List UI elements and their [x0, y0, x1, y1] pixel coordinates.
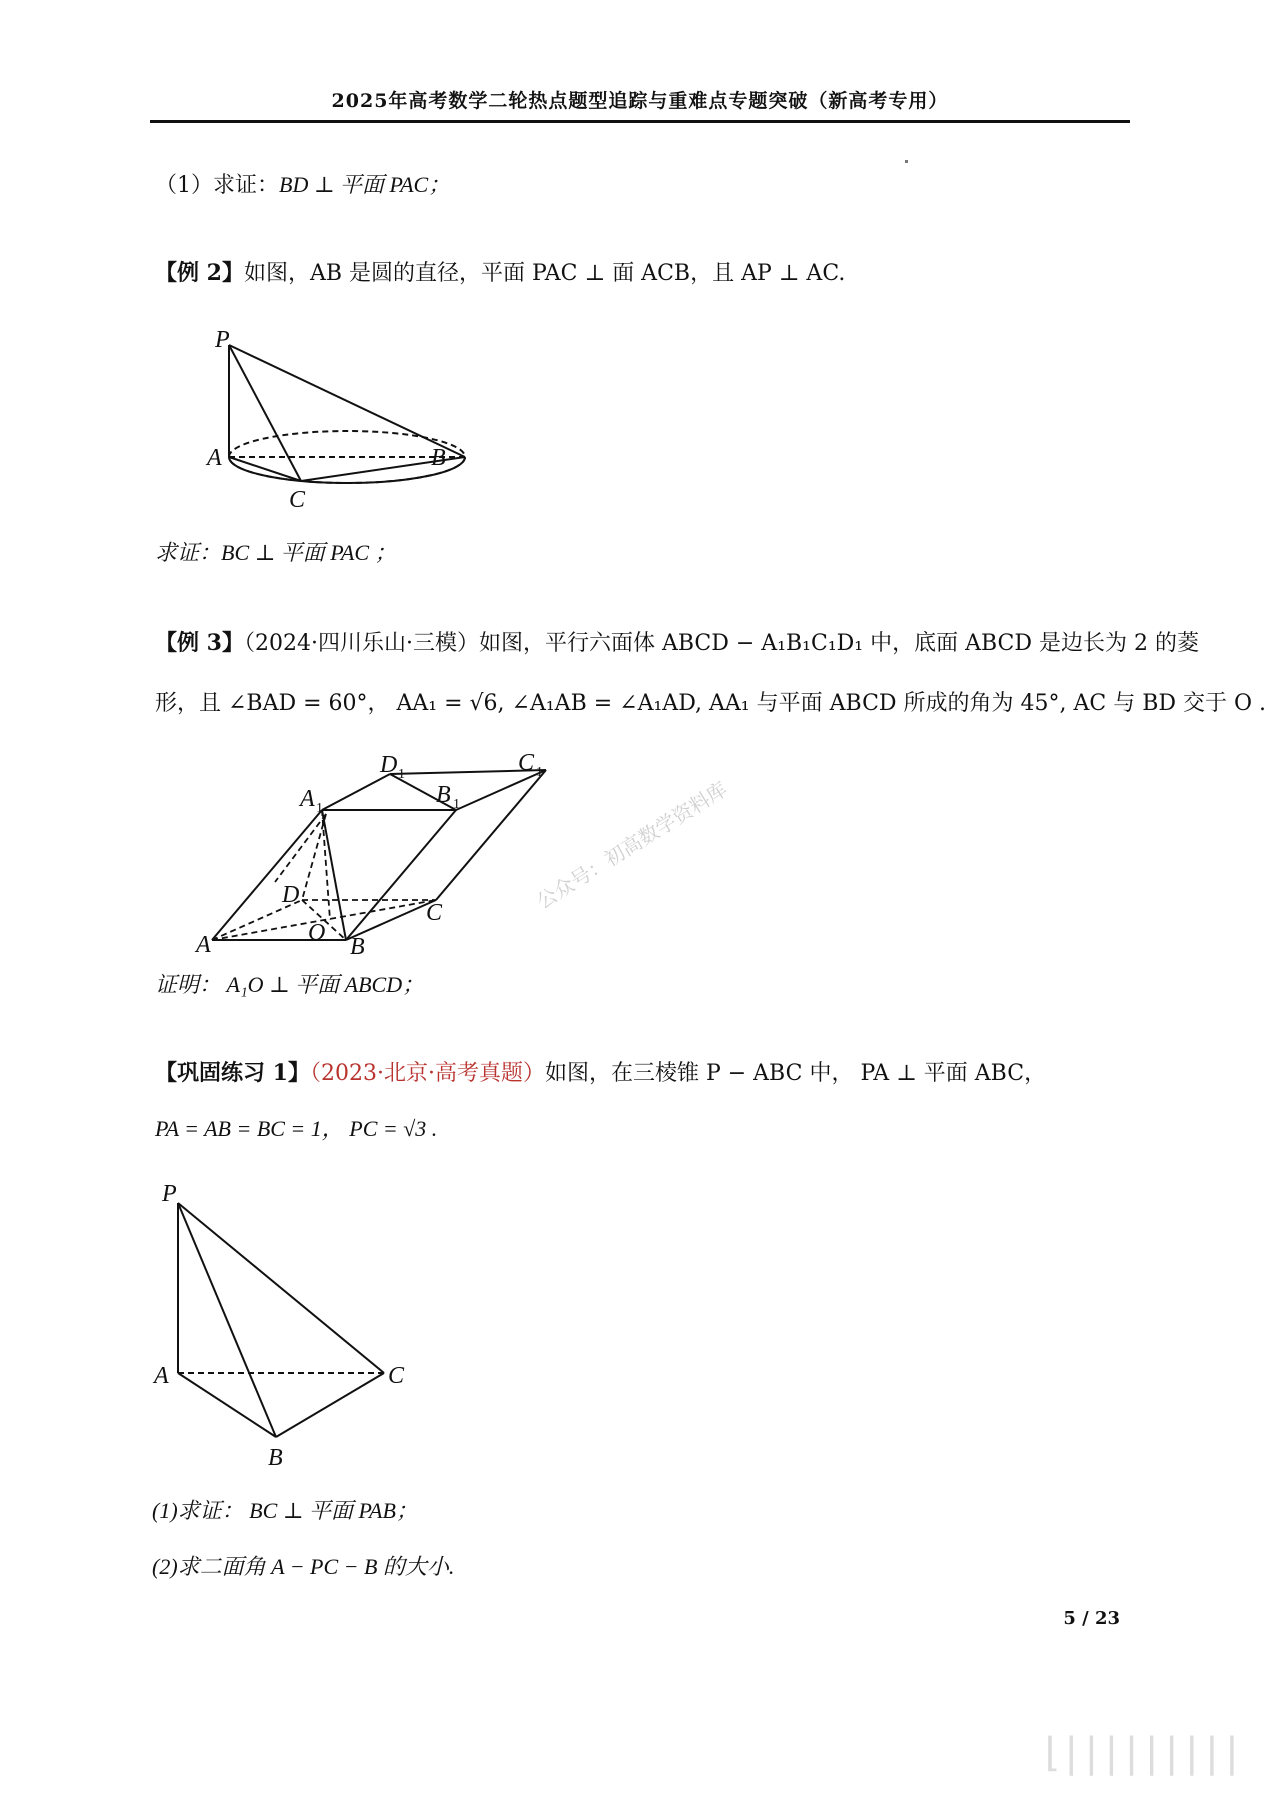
edge-PB [178, 1203, 276, 1437]
example-3-statement-line1 [155, 626, 1199, 657]
example-3-prove: 证明： A₁O ⊥ 平面 ABCD； [155, 972, 425, 997]
practice-1-text2: PA = AB = BC = 1， PC = √3 . [155, 1116, 438, 1141]
label-C: C [289, 487, 306, 513]
practice-1-text1: 如图，在三棱锥 P − ABC 中， PA ⊥ 平面 ABC， [544, 1061, 1047, 1086]
label-C: C [426, 900, 443, 926]
label-C: C [388, 1363, 405, 1389]
edge-PC [178, 1203, 384, 1373]
example-3-tag: 【例 3】 [155, 630, 244, 656]
practice-1-tag: 【巩固练习 1】 [155, 1060, 310, 1086]
label-A1: A [300, 786, 315, 812]
example-3-text1: 如图，平行六面体 ABCD − A₁B₁C₁D₁ 中，底面 ABCD 是边长为 2 的菱 [478, 631, 1200, 656]
page-number: 5 / 23 [1063, 1608, 1120, 1629]
practice-1-question-1: (1)求证： BC ⊥ 平面 PAB； [152, 1498, 418, 1523]
label-C1: C [518, 750, 535, 776]
watermark: 公众号：初高数学资料库 [532, 776, 732, 914]
circle-front-arc [229, 457, 465, 483]
question-part-1 [155, 168, 450, 199]
edge-B1C1 [456, 770, 546, 810]
label-B: B [431, 445, 446, 471]
label-P: P [215, 327, 230, 353]
edge-AA1 [212, 810, 322, 940]
edge-CC1 [436, 770, 546, 900]
example-3-source: （2024·四川乐山·三模） [243, 631, 479, 656]
example-2-text: 如图，AB 是圆的直径，平面 PAC ⊥ 面 ACB，且 AP ⊥ AC. [243, 261, 846, 286]
practice-1-source: （2023·北京·高考真题） [309, 1061, 545, 1086]
label-B1-sub: 1 [453, 797, 460, 812]
label-D1: D [380, 752, 398, 778]
example-2-statement [155, 256, 845, 287]
edge-PB [229, 345, 465, 457]
part-1-expr: BD ⊥ 平面 PAC； [279, 172, 451, 197]
edge-AB [178, 1373, 276, 1437]
cone-circle-figure [205, 325, 455, 515]
label-A: A [196, 932, 211, 958]
example-2-prove: 求证：BC ⊥ 平面 PAC ； [155, 540, 397, 565]
label-D1-sub: 1 [398, 767, 405, 782]
practice-1-statement-line2 [155, 1112, 437, 1143]
edge-D1-to-mid [275, 814, 326, 882]
label-D: D [282, 882, 300, 908]
practice-1-statement-line1 [155, 1056, 1046, 1087]
parallelepiped-figure [196, 750, 550, 960]
example-3-text2: 形，且 ∠BAD = 60°， AA₁ = √6, ∠A₁AB = ∠A₁AD, AA₁ 与平面 ABCD 所成的角为 45°, AC 与 BD 交于 O . [155, 691, 1267, 716]
document-header: 2025年高考数学二轮热点题型追踪与重难点专题突破（新高考专用） [331, 90, 949, 112]
stray-dot [905, 160, 908, 163]
label-A: A [154, 1363, 169, 1389]
label-A1-sub: 1 [316, 801, 323, 816]
example-3-statement-line2 [155, 686, 1266, 717]
label-B: B [268, 1445, 283, 1471]
label-O: O [308, 920, 326, 946]
edge-D1D [302, 814, 326, 900]
label-P: P [162, 1181, 177, 1207]
label-B1: B [436, 782, 451, 808]
header-rule [150, 120, 1130, 123]
label-C1-sub: 1 [536, 765, 543, 780]
edge-A1D1 [322, 774, 390, 810]
practice-1-question-2: (2)求二面角 A − PC − B 的大小. [152, 1554, 455, 1579]
part-1-prefix: （1）求证： [155, 173, 279, 198]
bottom-logo: ⌊||||||||| [1039, 1730, 1240, 1776]
edge-BC [276, 1373, 384, 1437]
example-2-tag: 【例 2】 [155, 260, 244, 286]
triangular-pyramid-figure [150, 1175, 420, 1475]
label-B: B [350, 934, 365, 960]
label-A: A [207, 445, 222, 471]
